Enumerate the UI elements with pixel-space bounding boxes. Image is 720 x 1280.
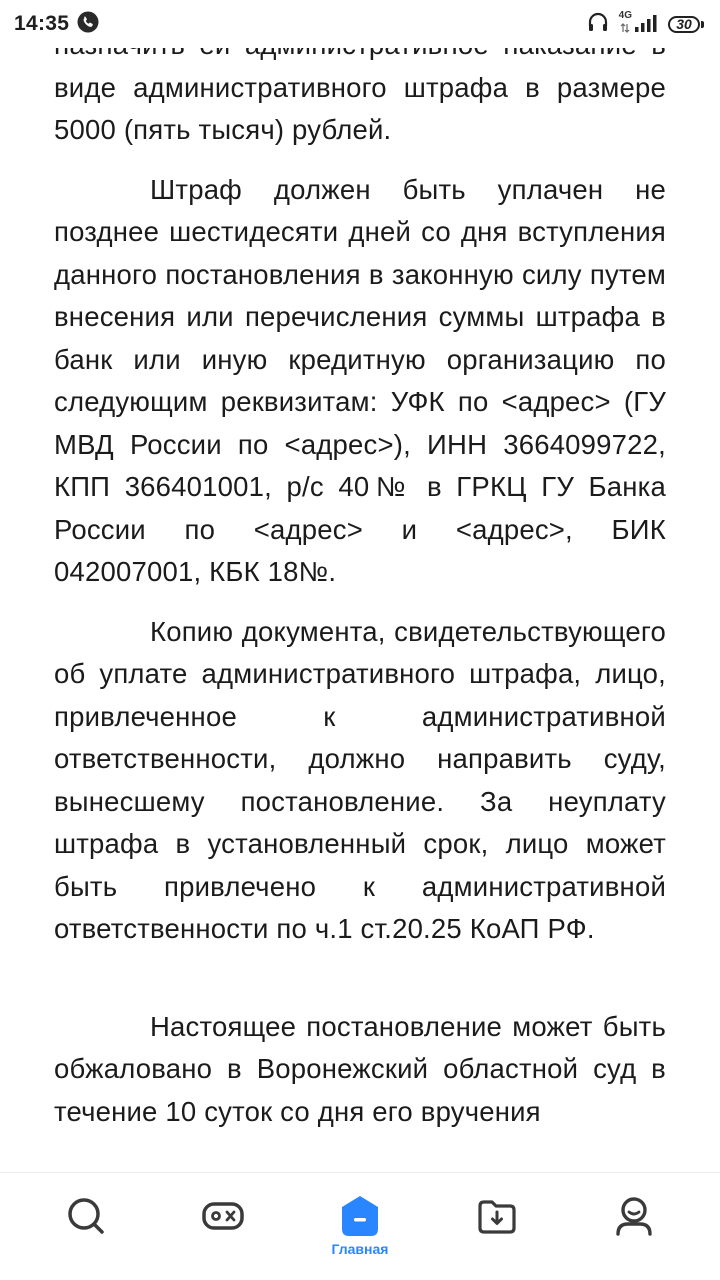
profile-icon [611, 1193, 657, 1239]
network-type: 4G [618, 9, 632, 21]
nav-home[interactable] [315, 1193, 405, 1259]
document-text [54, 28, 666, 1172]
document-paragraph-1: виде административного штрафа в размере 5000 (пять тысяч) рублей. [54, 71, 666, 145]
nav-search[interactable] [41, 1193, 131, 1259]
nav-games[interactable] [178, 1193, 268, 1259]
download-icon [474, 1193, 520, 1239]
nav-home-label: Главная [331, 1241, 389, 1257]
battery-icon [668, 16, 704, 33]
status-time: 14:35 [14, 12, 70, 35]
nav-profile[interactable] [589, 1193, 679, 1259]
data-arrows-icon [620, 20, 630, 38]
nav-downloads[interactable] [452, 1193, 542, 1259]
status-right [587, 11, 704, 38]
bottom-navigation [0, 1172, 720, 1280]
document-paragraph-4: Настоящее постановление может быть обжаловано в Воронежский областной суд в течение 10 суток со дня его вручения [54, 1010, 666, 1127]
signal-group [619, 11, 658, 38]
search-icon [63, 1193, 109, 1239]
signal-icon [634, 13, 658, 38]
document-paragraph-3: Копию документа, свидетельствующего об уплате административного штрафа, лицо, привлеченное к административной ответственности, должно направить суду, вынесшему постановление. За неуплату штрафа в установленный срок, лицо может быть привлечено к административной ответственности по ч.1 ст.20.25 КоАП РФ. [54, 615, 666, 944]
home-icon [337, 1193, 383, 1239]
status-bar [0, 0, 720, 48]
headphones-icon [587, 11, 609, 38]
battery-level: 30 [668, 16, 700, 33]
gamepad-icon [200, 1193, 246, 1239]
status-left [14, 11, 99, 38]
document-paragraph-2: Штраф должен быть уплачен не позднее шестидесяти дней со дня вступления данного постановления в законную силу путем внесения или перечисления суммы штрафа в банк или иную кредитную организацию по следующим реквизитам: УФК по <адрес> (ГУ МВД России по <адрес>), ИНН 3664099722, КПП 366401001, р/с 40№ в ГРКЦ ГУ Банка России по <адрес> и <адрес>, БИК 042007001, КБК 18№. [54, 173, 666, 587]
phone-call-icon [77, 11, 99, 38]
